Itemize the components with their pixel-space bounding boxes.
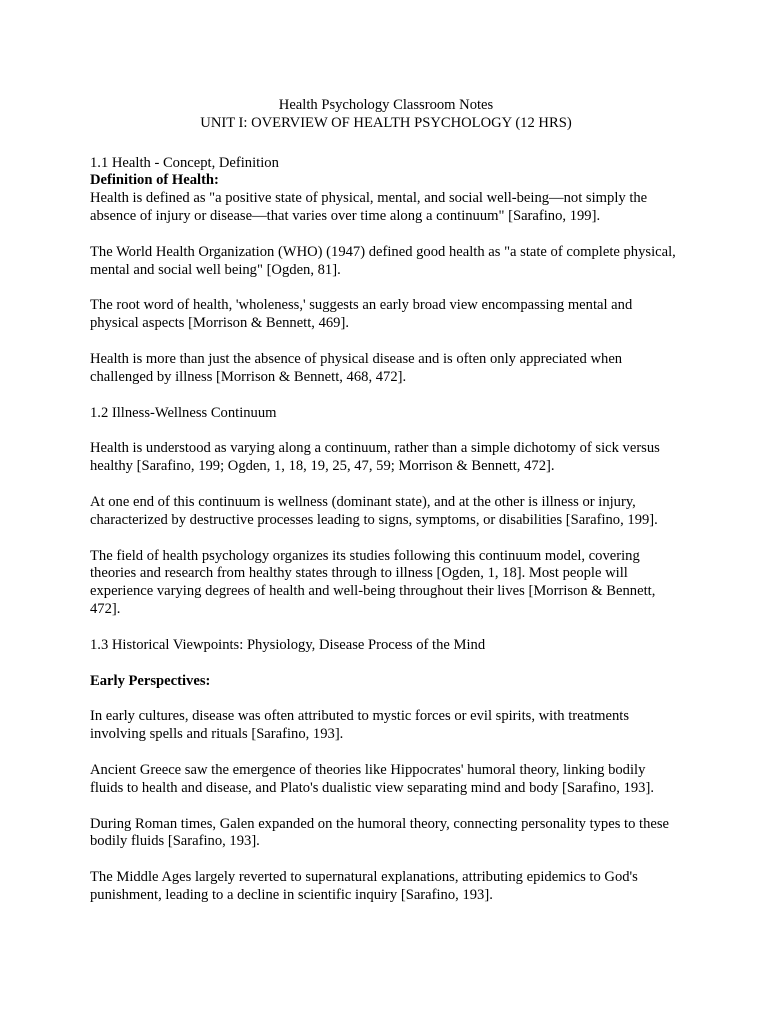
spacer <box>90 133 682 155</box>
spacer <box>90 387 682 405</box>
definition-subheading: Definition of Health: <box>90 172 219 189</box>
paragraph: At one end of this continuum is wellness (dominant state), and at the other is illness or injury, characterized by destructive processes leading to signs, symptoms, or disabilities [Sarafino, 199]. <box>90 493 658 528</box>
spacer <box>90 333 682 351</box>
spacer <box>90 690 682 708</box>
paragraph: The field of health psychology organizes its studies following this continuum model, covering theories and research from healthy states through to illness [Ogden, 1, 18]. Most people will experience varying degrees of health and well-being throughout their lives [Morrison & Bennett, 472]. <box>90 547 656 617</box>
paragraph: During Roman times, Galen expanded on the humoral theory, connecting personality types to these bodily fluids [Sarafino, 193]. <box>90 815 670 850</box>
spacer <box>90 744 682 762</box>
document-title: Health Psychology Classroom Notes <box>278 97 494 113</box>
paragraph: The World Health Organization (WHO) (1947) defined good health as "a state of complete physical, mental and social well being" [Ogden, 81]. <box>90 243 676 278</box>
paragraph: Health is more than just the absence of physical disease and is often only appreciated when challenged by illness [Morrison & Bennett, 468, 472]. <box>90 350 623 385</box>
section-1-2-heading: 1.2 Illness-Wellness Continuum <box>90 404 277 421</box>
spacer <box>90 530 682 548</box>
unit-title: UNIT I: OVERVIEW OF HEALTH PSYCHOLOGY (12 HRS) <box>200 114 572 131</box>
spacer <box>90 226 682 244</box>
spacer <box>90 655 682 673</box>
spacer <box>90 422 682 440</box>
section-1-3-heading: 1.3 Historical Viewpoints: Physiology, Disease Process of the Mind <box>90 636 486 653</box>
paragraph: In early cultures, disease was often attributed to mystic forces or evil spirits, with treatments involving spells and rituals [Sarafino, 193]. <box>90 708 630 743</box>
paragraph: Ancient Greece saw the emergence of theories like Hippocrates' humoral theory, linking bodily fluids to health and disease, and Plato's dualistic view separating mind and body [Sarafino, 193]. <box>90 761 654 796</box>
document-page <box>90 97 682 905</box>
paragraph: The Middle Ages largely reverted to supernatural explanations, attributing epidemics to God's punishment, leading to a decline in scientific inquiry [Sarafino, 193]. <box>90 869 638 903</box>
spacer <box>90 798 682 816</box>
spacer <box>90 619 682 637</box>
spacer <box>90 279 682 297</box>
paragraph: Health is understood as varying along a continuum, rather than a simple dichotomy of sick versus healthy [Sarafino, 199; Ogden, 1, 18, 19, 25, 47, 59; Morrison & Bennett, 472]. <box>90 440 660 475</box>
paragraph: The root word of health, 'wholeness,' suggests an early broad view encompassing mental and physical aspects [Morrison & Bennett, 469]. <box>90 297 633 332</box>
paragraph: Health is defined as "a positive state of physical, mental, and social well-being—not simply the absence of injury or disease—that varies over time along a continuum" [Sarafino, 199]. <box>90 190 648 224</box>
spacer <box>90 851 682 869</box>
spacer <box>90 476 682 494</box>
section-1-1-heading: 1.1 Health - Concept, Definition <box>90 154 279 171</box>
early-perspectives-subheading: Early Perspectives: <box>90 672 211 689</box>
